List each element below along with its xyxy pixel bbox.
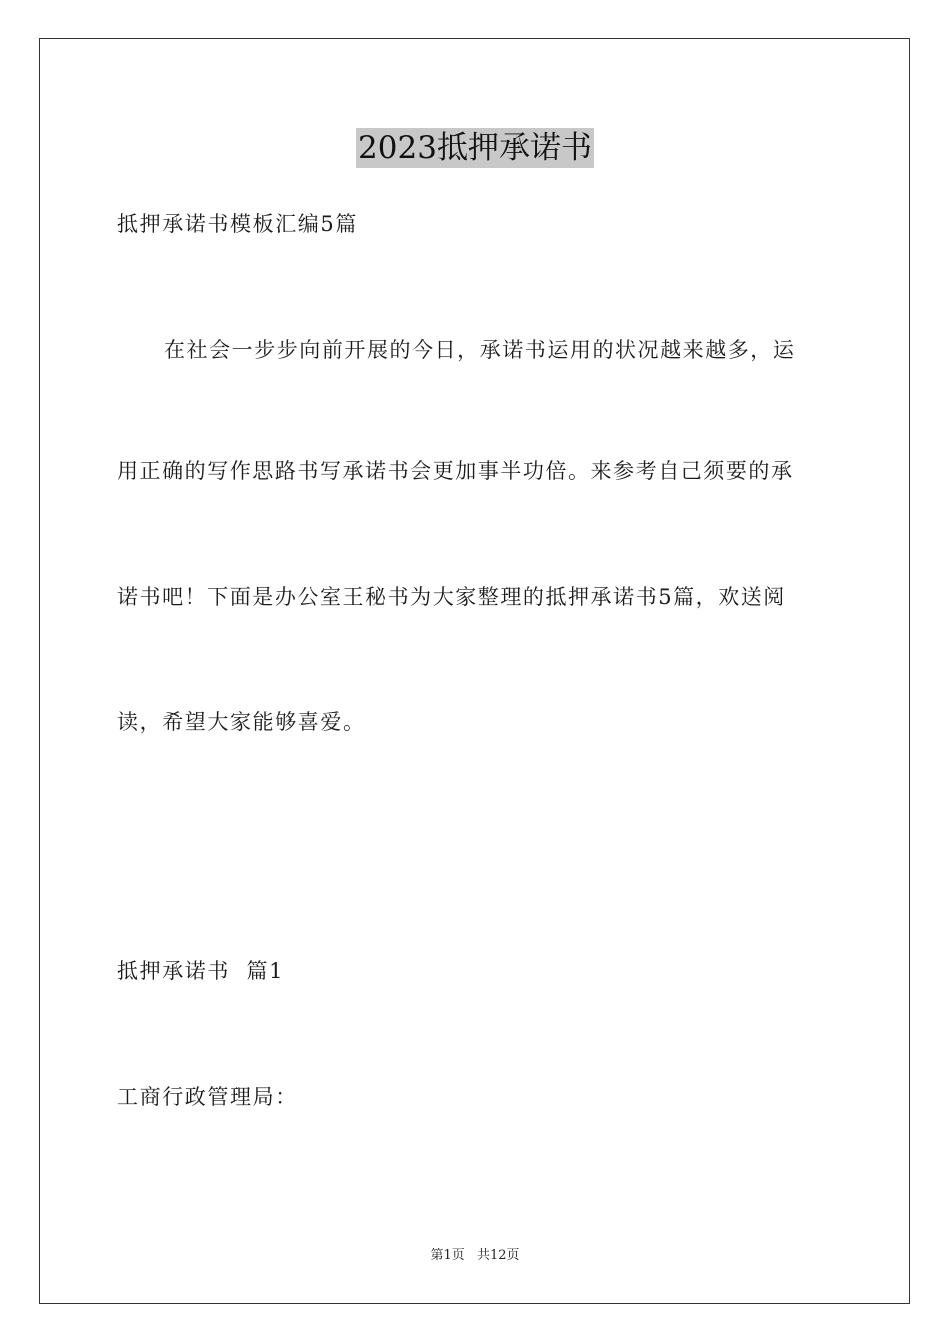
intro-line-4: 读，希望大家能够喜爱。 (117, 710, 366, 734)
section-heading: 抵押承诺书 篇1 (117, 959, 285, 983)
intro-line-1: 在社会一步步向前开展的今日，承诺书运用的状况越来越多，运 (164, 338, 796, 362)
addressee: 工商行政管理局： (117, 1085, 298, 1109)
document-title: 2023抵押承诺书 (358, 130, 592, 166)
page-footer (0, 1246, 950, 1266)
page-number: 第1页 (430, 1248, 465, 1263)
intro-line-3: 诺书吧！下面是办公室王秘书为大家整理的抵押承诺书5篇，欢送阅 (117, 585, 786, 609)
intro-line-2: 用正确的写作思路书写承诺书会更加事半功倍。来参考自己须要的承 (117, 459, 794, 483)
document-subtitle: 抵押承诺书模板汇编5篇 (117, 212, 358, 236)
title-container (0, 128, 950, 168)
page-total: 共12页 (476, 1248, 520, 1263)
